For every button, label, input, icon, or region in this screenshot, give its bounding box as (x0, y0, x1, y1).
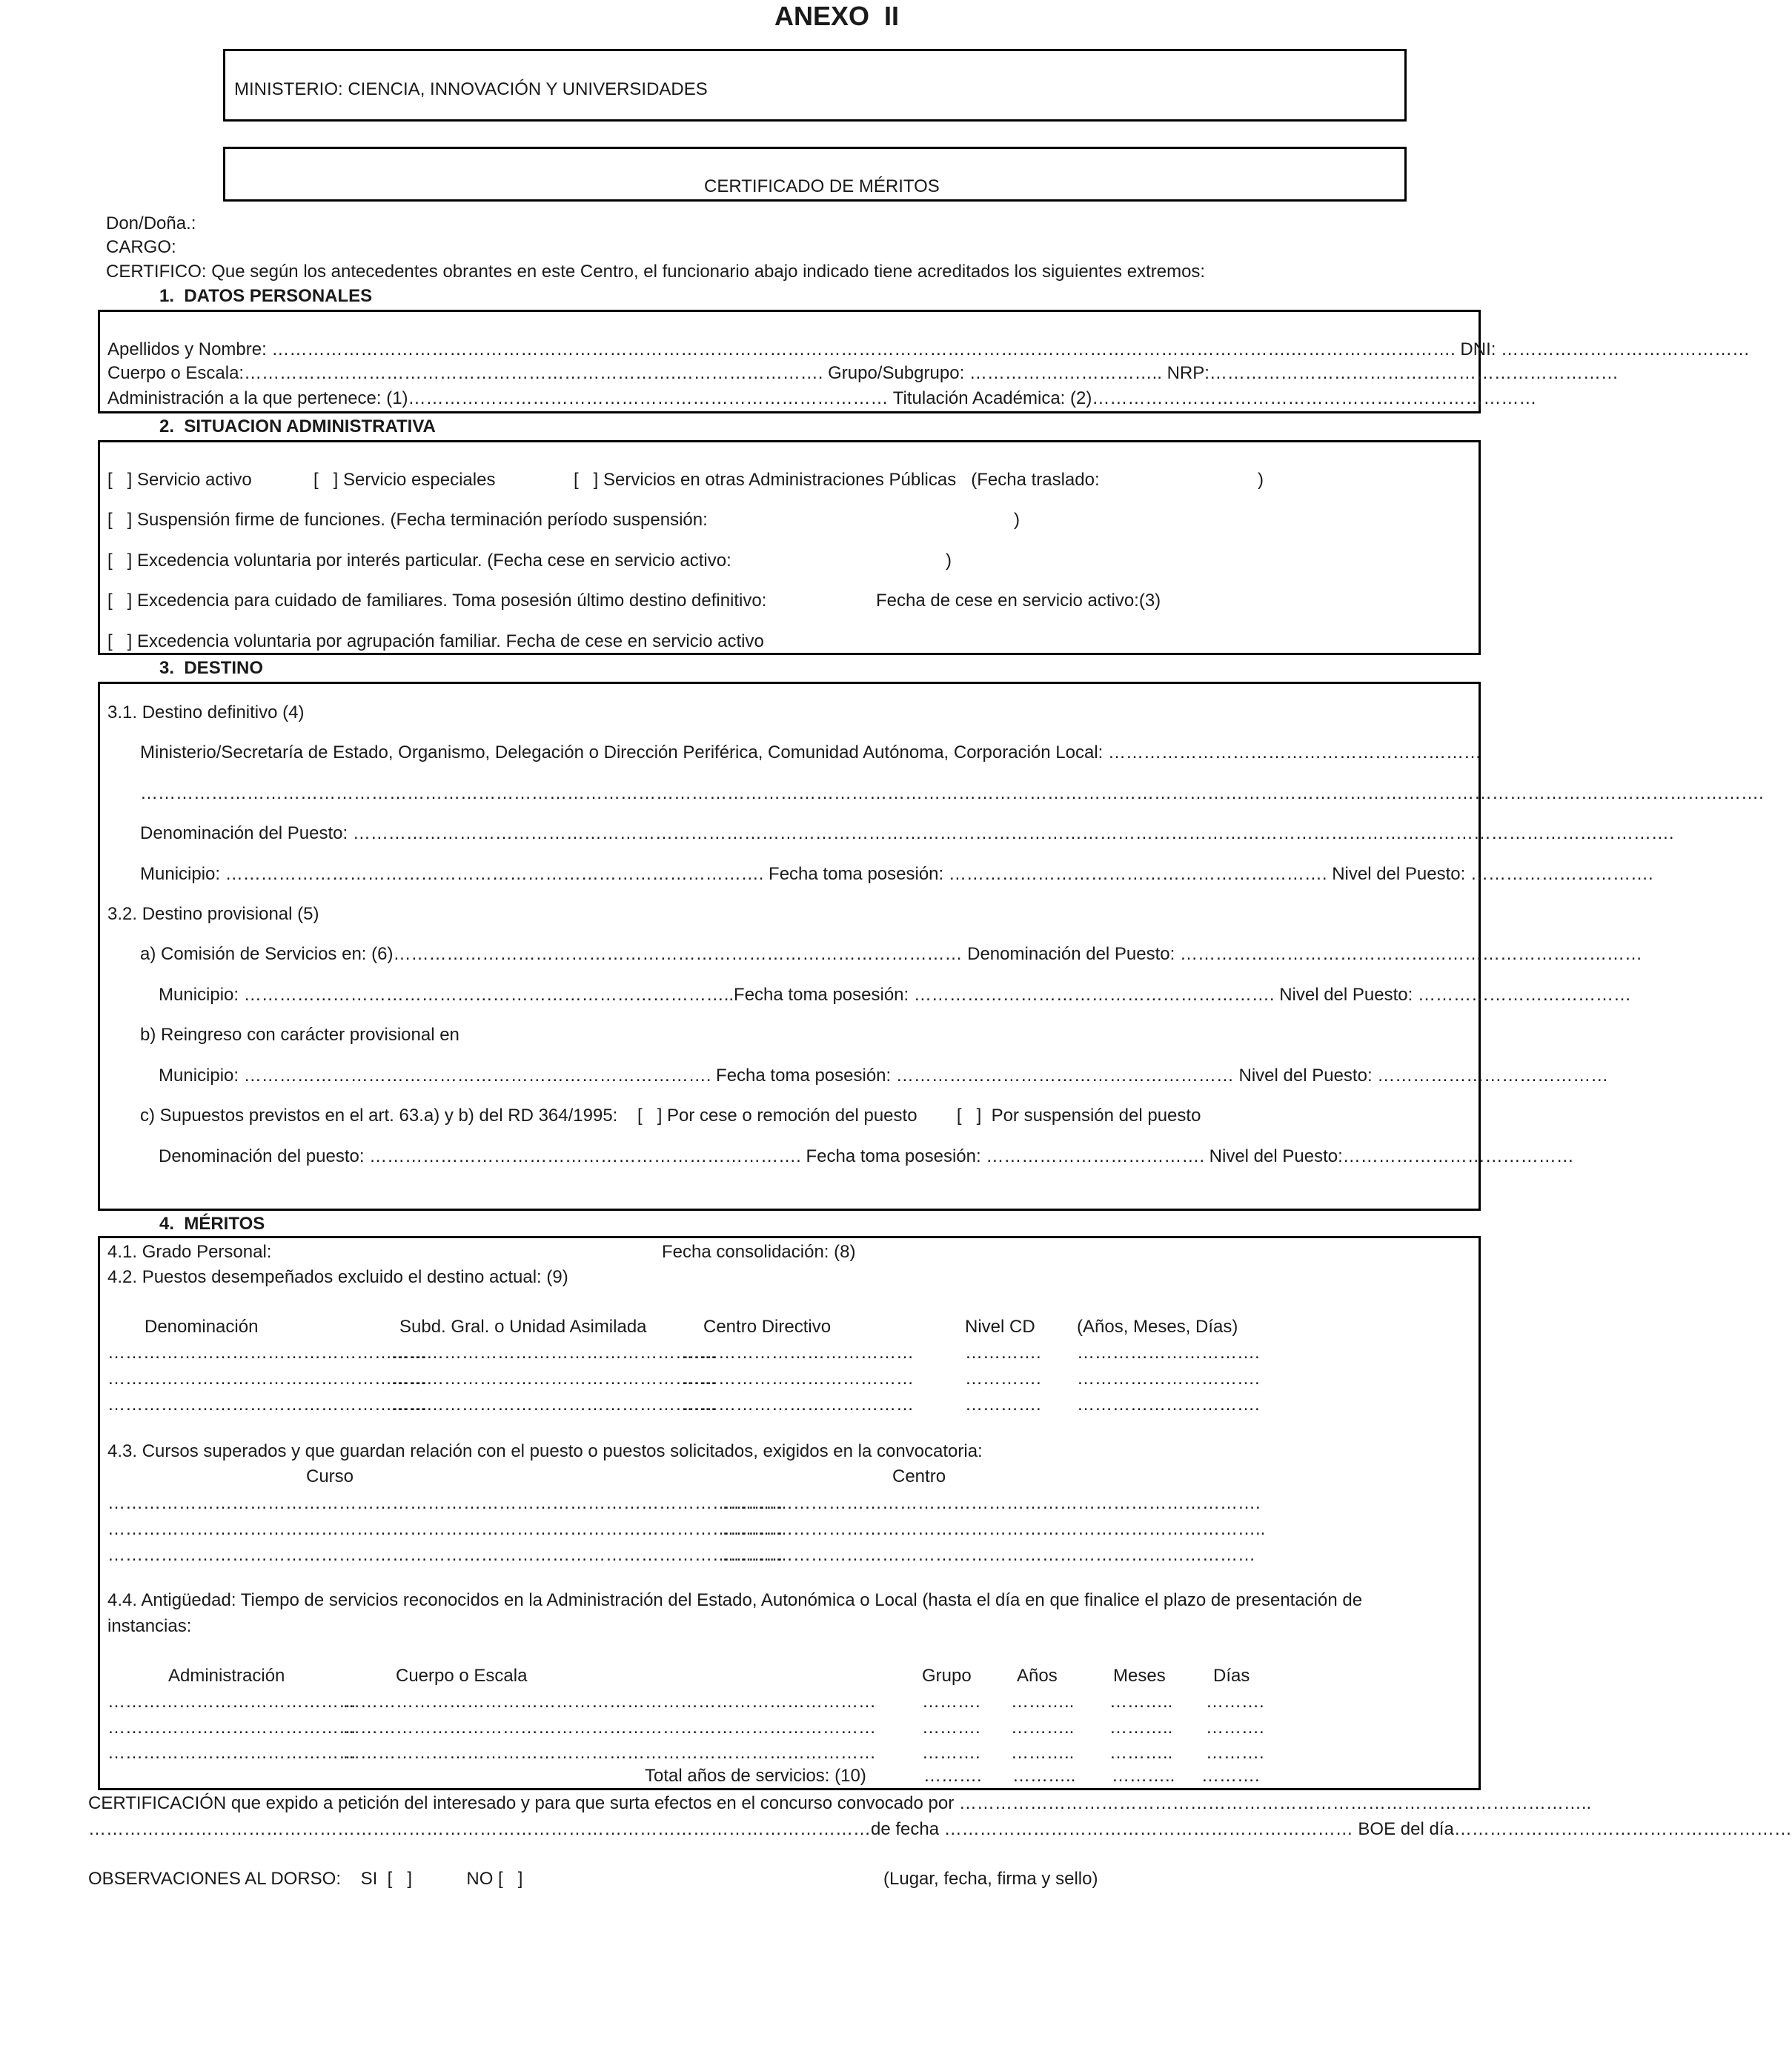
table-cell: ………. (923, 1766, 982, 1786)
table-cell: …………………………………………………………………………………………………… (107, 1519, 783, 1539)
certificacion-line: CERTIFICACIÓN que expido a petición del interesado y para que surta efectos en el concurso convocado por …………………………………………………………………………………………….. (88, 1793, 1592, 1813)
column-header: Nivel CD (965, 1317, 1035, 1337)
fecha-boe-line: ……………………………………………………………………………………………………………………de fecha …………………………………………………………… BOE del día………………………………………………… (88, 1819, 1792, 1839)
table-cell: …………………………………………………………………………………………………… (107, 1493, 783, 1513)
cargo-label: CARGO: (106, 237, 176, 257)
table-cell: …………………………………… (107, 1718, 356, 1738)
table-cell: ………. (1206, 1743, 1264, 1763)
table-cell: ……….. (1109, 1692, 1173, 1712)
table-cell: ……….. (1011, 1718, 1075, 1738)
table-cell: ……………………………………………………………………………….. (722, 1519, 1266, 1539)
table-cell: ……….. (1109, 1743, 1173, 1763)
column-header: Administración (168, 1666, 285, 1686)
table-cell: ………. (922, 1718, 980, 1738)
table-cell: …………………………………………………………………………………………………… (107, 1545, 783, 1565)
column-header: Días (1213, 1666, 1250, 1686)
table-cell: …………………………………… (107, 1743, 356, 1763)
table-cell: ………………………………………………………………………………. (722, 1493, 1261, 1513)
section-4-title: 4. MÉRITOS (159, 1214, 265, 1234)
table-cell: ………………………………………………. (391, 1369, 716, 1389)
section-2-title: 2. SITUACION ADMINISTRATIVA (159, 416, 436, 436)
table-cell: ……….. (1109, 1718, 1173, 1738)
certificate-title: CERTIFICADO DE MÉRITOS (704, 176, 940, 196)
table-cell: ……………………………………………………………………………… (342, 1692, 876, 1712)
destino-definitivo-heading: 3.1. Destino definitivo (4) (107, 702, 305, 722)
municipio-line: Municipio: ………………………………………………………………………..Fecha toma posesión: ……………………………………………………. Nivel del Puesto: ……………………………… (159, 985, 1631, 1005)
cursos-heading: 4.3. Cursos superados y que guardan relación con el puesto o puestos solicitados, exigidos en la convocatoria: (107, 1441, 983, 1461)
table-cell: ……………………………………………… (107, 1395, 428, 1415)
close-paren: ) (1014, 510, 1020, 530)
denominacion-puesto-line: Denominación del Puesto: ……………………………………………………………………………………………………………………………………………………………………………………………………. (140, 823, 1674, 843)
table-cell: ……………………………………………………………………………… (342, 1743, 876, 1763)
table-cell: …………………………. (1077, 1369, 1260, 1389)
table-cell: ……….. (1011, 1692, 1075, 1712)
destino-provisional-heading: 3.2. Destino provisional (5) (107, 904, 319, 924)
table-cell: ………………………………… (683, 1395, 914, 1415)
cuerpo-line: Cuerpo o Escala:……………………………………………………………….……………………. Grupo/Subgrupo: …………….…………….. NRP:…………………………………………………………… (107, 363, 1619, 383)
don-label: Don/Doña.: (106, 213, 196, 233)
otras-administraciones-option[interactable]: [ ] Servicios en otras Administraciones Públicas (Fecha traslado: (574, 470, 1100, 490)
table-cell: ……………………………………………… (107, 1343, 428, 1363)
table-cell: ……….. (1112, 1766, 1175, 1786)
table-cell: ………………………………………………. (391, 1395, 716, 1415)
comision-servicios-line: a) Comisión de Servicios en: (6)…………………………………………………………………………………… Denominación del Puesto: …………………………………………………………………… (140, 944, 1642, 964)
column-header: Curso (306, 1466, 354, 1486)
table-cell: …………. (965, 1369, 1041, 1389)
table-cell: …………. (965, 1343, 1041, 1363)
excedencia-familiares-option[interactable]: [ ] Excedencia para cuidado de familiares. Toma posesión último destino definitivo: (107, 591, 767, 611)
table-cell: …………. (965, 1395, 1041, 1415)
certifico-text: CERTIFICO: Que según los antecedentes obrantes en este Centro, el funcionario abajo indicado tiene acreditados los siguientes extremos: (106, 262, 1206, 282)
table-cell: ……………………………………………… (107, 1369, 428, 1389)
total-servicios-label: Total años de servicios: (10) (645, 1766, 866, 1786)
suspension-option[interactable]: [ ] Suspensión firme de funciones. (Fecha terminación período suspensión: (107, 510, 708, 530)
excedencia-agrupacion-option[interactable]: [ ] Excedencia voluntaria por agrupación familiar. Fecha de cese en servicio activo (107, 631, 764, 651)
denominacion-puesto-line: Denominación del puesto: ………………………………………………………………. Fecha toma posesión: ………………………………. Nivel del Puesto:………………………………… (159, 1146, 1574, 1166)
table-cell: …………………………. (1077, 1395, 1260, 1415)
column-header: Meses (1113, 1666, 1166, 1686)
puestos-desempenados-heading: 4.2. Puestos desempeñados excluido el destino actual: (9) (107, 1267, 568, 1287)
municipio-line: Municipio: ……………………………………………………………………. Fecha toma posesión: ………………………………………………… Nivel del Puesto: ………………………………… (159, 1066, 1609, 1086)
table-cell: …………………………. (1077, 1343, 1260, 1363)
column-header: (Años, Meses, Días) (1077, 1317, 1238, 1337)
firma-label: (Lugar, fecha, firma y sello) (883, 1869, 1098, 1889)
table-cell: ……………………………………………………………………………… (342, 1718, 876, 1738)
table-cell: ………. (922, 1743, 980, 1763)
column-header: Años (1017, 1666, 1058, 1686)
table-cell: ………………………………… (683, 1343, 914, 1363)
column-header: Cuerpo o Escala (396, 1666, 528, 1686)
excedencia-particular-option[interactable]: [ ] Excedencia voluntaria por interés particular. (Fecha cese en servicio activo: (107, 551, 731, 571)
servicio-activo-option[interactable]: [ ] Servicio activo (107, 470, 252, 490)
administracion-line: Administración a la que pertenece: (1)……………………………………………………………………… Titulación Académica: (2)………………………………………………………………… (107, 388, 1537, 408)
column-header: Centro (892, 1466, 946, 1486)
grado-personal-label: 4.1. Grado Personal: (107, 1242, 272, 1262)
ministerio-line: Ministerio/Secretaría de Estado, Organismo, Delegación o Dirección Periférica, Comunidad Autónoma, Corporación Local: ……………………………………………………… (140, 742, 1481, 762)
table-cell: ………. (1201, 1766, 1260, 1786)
column-header: Centro Directivo (703, 1317, 832, 1337)
antiguedad-heading: 4.4. Antigüedad: Tiempo de servicios reconocidos en la Administración del Estado, Autonómica o Local (hasta el día en que finalice el plazo de presentación de (107, 1590, 1363, 1610)
antiguedad-heading-cont: instancias: (107, 1616, 192, 1636)
supuestos-line[interactable]: c) Supuestos previstos en el art. 63.a) y b) del RD 364/1995: [ ] Por cese o remoción del puesto [ ] Por suspensión del puesto (140, 1106, 1201, 1126)
table-cell: ……….. (1012, 1766, 1076, 1786)
column-header: Subd. Gral. o Unidad Asimilada (399, 1317, 647, 1337)
fecha-cese-label: Fecha de cese en servicio activo:(3) (876, 591, 1161, 611)
dotted-line: …………………………………………………………………………………………………………………………………………………………………………………………………………………………………………………. (140, 783, 1764, 803)
table-cell: ……….. (1011, 1743, 1075, 1763)
servicio-especiales-option[interactable]: [ ] Servicio especiales (313, 470, 496, 490)
reingreso-line: b) Reingreso con carácter provisional en (140, 1025, 459, 1045)
section-3-title: 3. DESTINO (159, 658, 264, 678)
table-cell: ……………………………………………………………………………… (722, 1545, 1255, 1565)
ministry-label: MINISTERIO: CIENCIA, INNOVACIÓN Y UNIVERSIDADES (234, 79, 708, 99)
table-cell: ………. (922, 1692, 980, 1712)
section-1-title: 1. DATOS PERSONALES (159, 286, 373, 306)
apellidos-line: Apellidos y Nombre: ……………………………………………………………………………………………………………………………………………………….………………………. DNI: …………………………………… (107, 339, 1750, 359)
close-paren: ) (946, 551, 952, 571)
close-paren: ) (1258, 470, 1264, 490)
observaciones-line[interactable]: OBSERVACIONES AL DORSO: SI [ ] NO [ ] (88, 1869, 523, 1889)
table-cell: ………………………………………………. (391, 1343, 716, 1363)
table-cell: ………………………………… (683, 1369, 914, 1389)
municipio-line: Municipio: ………………………………………………………………………………. Fecha toma posesión: ………………………………………………………. Nivel del Puesto: …………………………. (140, 864, 1653, 884)
table-cell: ………. (1206, 1692, 1264, 1712)
column-header: Grupo (922, 1666, 972, 1686)
table-cell: …………………………………… (107, 1692, 356, 1712)
table-cell: ………. (1206, 1718, 1264, 1738)
doc-title: ANEXO II (774, 1, 900, 31)
fecha-consolidacion-label: Fecha consolidación: (8) (662, 1242, 856, 1262)
column-header: Denominación (145, 1317, 259, 1337)
